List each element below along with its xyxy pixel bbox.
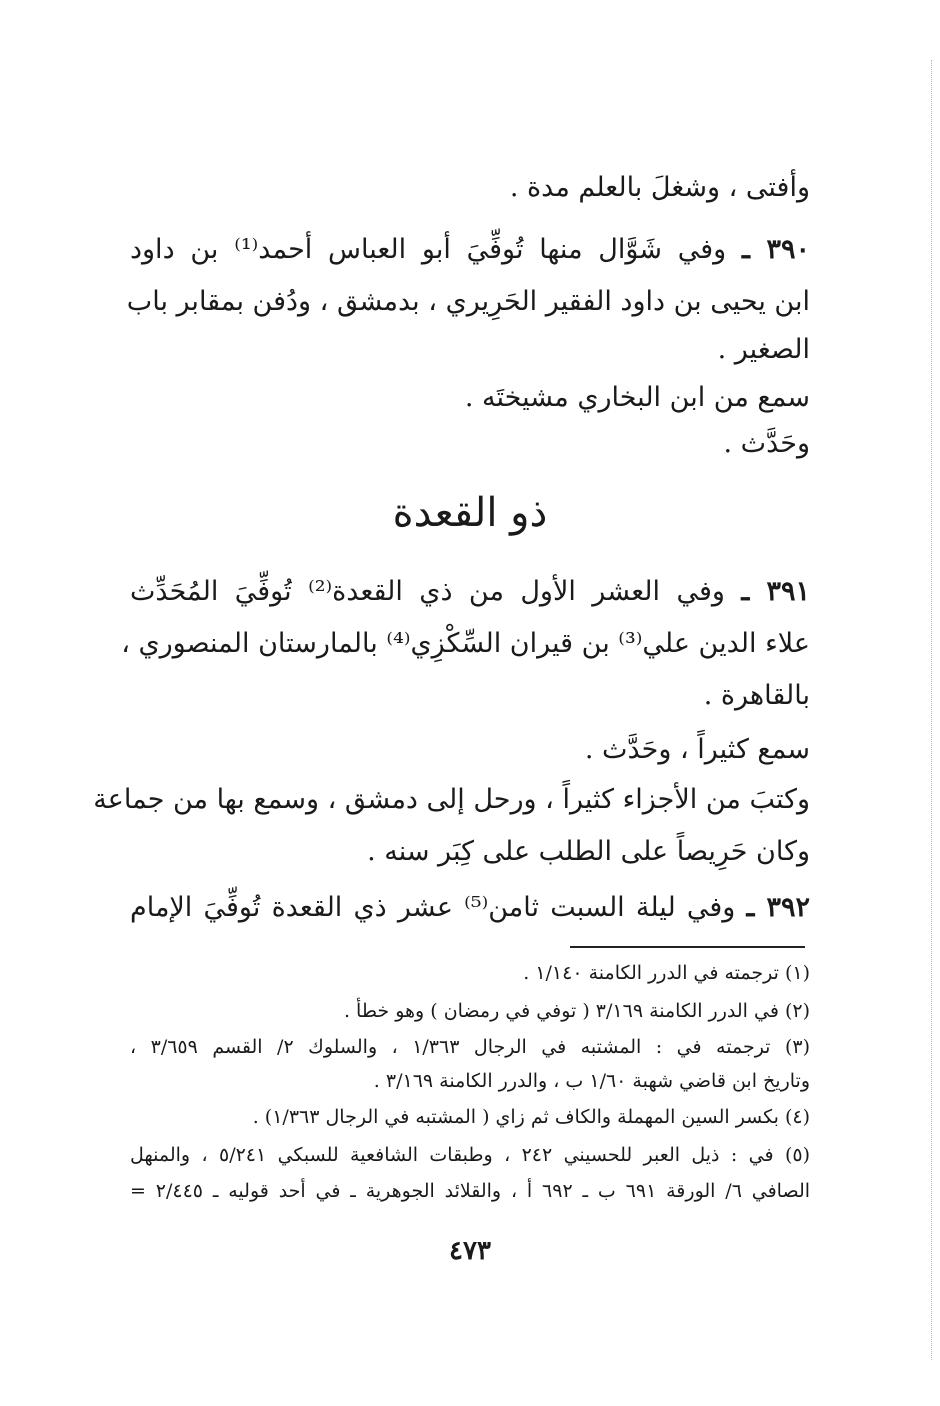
text-line: وكان حَرِيصاً على الطلب على كِبَر سنه . <box>367 836 810 867</box>
entry-text: وفي شَوَّال منها تُوفِّيَ أبو العباس أحمد⁽¹⁾ بن داود <box>130 234 727 265</box>
entry-390-line <box>130 230 810 270</box>
footnote-5: (٥) في : ذيل العبر للحسيني ٢٤٢ ، وطبقات الشافعية للسبكي ٥/٢٤١ ، والمنهل <box>130 1144 810 1166</box>
text-line: وحَدَّث . <box>723 428 810 459</box>
footnote-separator <box>570 946 805 948</box>
entry-391-line <box>130 572 810 612</box>
footnote-2: (٢) في الدرر الكامنة ٣/١٦٩ ( توفي في رمضان ) وهو خطأ . <box>343 1000 810 1022</box>
text-line: وأفتى ، وشغلَ بالعلم مدة . <box>509 172 810 203</box>
entry-number: ٣٩١ ـ <box>741 576 810 607</box>
entry-text: وفي ليلة السبت ثامن⁽⁵⁾ عشر ذي القعدة تُوفِّيَ الإمام <box>130 892 736 923</box>
text-line: بالقاهرة . <box>703 680 810 711</box>
page-number: ٤٧٣ <box>449 1236 491 1266</box>
footnote-3-cont: وتاريخ ابن قاضي شهبة ١/٦٠ ب ، والدرر الكامنة ٣/١٦٩ . <box>373 1070 810 1092</box>
text-line: سمع كثيراً ، وحَدَّث . <box>584 734 810 765</box>
text-line: علاء الدين علي⁽³⁾ بن قيران السِّكْزِي⁽⁴⁾ بالمارستان المنصوري ، <box>121 628 810 659</box>
footnote-1: (١) ترجمته في الدرر الكامنة ١/١٤٠ . <box>523 962 810 984</box>
entry-number: ٣٩٠ ـ <box>742 234 811 265</box>
section-heading: ذو القعدة <box>392 490 548 536</box>
scan-edge <box>931 60 932 1360</box>
entry-392-line <box>130 888 810 928</box>
footnote-4: (٤) بكسر السين المهملة والكاف ثم زاي ( المشتبه في الرجال ١/٣٦٣) . <box>252 1106 810 1128</box>
text-line: ابن يحيى بن داود الفقير الحَرِيري ، بدمشق ، ودُفن بمقابر باب <box>126 286 810 317</box>
footnote-5-cont: الصافي ٦/ الورقة ٦٩١ ب ـ ٦٩٢ أ ، والقلائد الجوهرية ـ في أحد قوليه ـ ٢/٤٤٥ = <box>130 1180 811 1202</box>
entry-text: وفي العشر الأول من ذي القعدة⁽²⁾ تُوفِّيَ المُحَدِّث <box>130 576 725 607</box>
footnote-3: (٣) ترجمته في : المشتبه في الرجال ١/٣٦٣ ، والسلوك ٢/ القسم ٣/٦٥٩ ، <box>130 1036 810 1058</box>
text-line: سمع من ابن البخاري مشيختَه . <box>464 382 810 413</box>
text-line: الصغير . <box>717 334 810 365</box>
entry-number: ٣٩٢ ـ <box>746 892 810 923</box>
text-line: وكتبَ من الأجزاء كثيراً ، ورحل إلى دمشق ، وسمع بها من جماعة <box>93 784 810 815</box>
